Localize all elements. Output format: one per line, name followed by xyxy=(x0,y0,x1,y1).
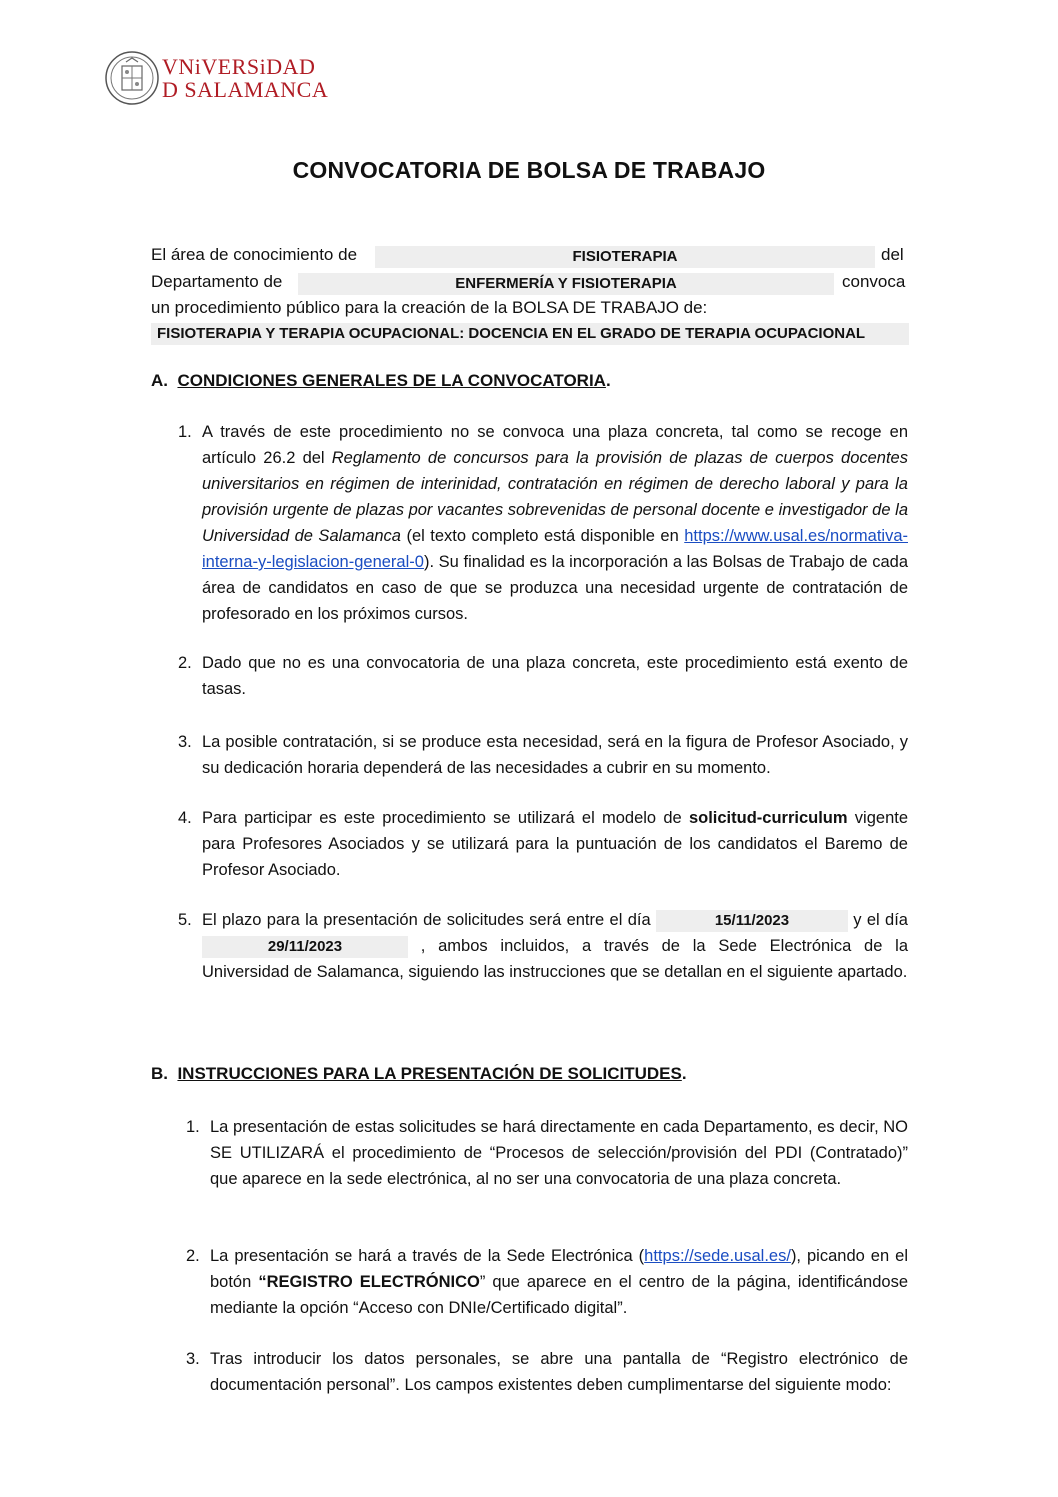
item-text: ). Su finalidad es la incorporación a las Bolsas de Trabajo de cada área de candidatos en caso de que se produzca una necesidad urgente de contratación de profesorado en los próximos cursos. xyxy=(202,553,908,623)
section-a-item-4 xyxy=(178,805,909,883)
item-number: 1. xyxy=(178,423,192,441)
intro-line-1-label: El área de conocimiento de xyxy=(151,245,358,264)
item-text: La posible contratación, si se produce esta necesidad, será en la figura de Profesor Asociado, y su dedicación horaria dependerá de las necesidades a cubrir en su momento. xyxy=(202,733,908,777)
logo-line-1: VNiVERSiDAD xyxy=(162,54,316,79)
solicitud-curriculum-label: solicitud-curriculum xyxy=(688,809,848,827)
department-field: ENFERMERÍA Y FISIOTERAPIA xyxy=(298,273,834,295)
document-title: CONVOCATORIA DE BOLSA DE TRABAJO xyxy=(292,157,766,183)
section-b-heading: B. INSTRUCCIONES PARA LA PRESENTACIÓN DE SOLICITUDES. xyxy=(151,1064,687,1083)
intro-line-1-end: del xyxy=(881,245,904,264)
section-a-item-1 xyxy=(178,419,908,627)
area-field: FISIOTERAPIA xyxy=(375,246,875,268)
item-text: y el día xyxy=(847,911,908,929)
section-b-letter: B. xyxy=(151,1064,168,1083)
item-text: ” que aparece en el centro de la página, identificándose mediante la opción “Acceso con DNIe/Certificado digital”. xyxy=(210,1273,909,1317)
item-text: (el texto completo está disponible en xyxy=(400,527,685,545)
item-text: El plazo para la presentación de solicitudes será entre el día xyxy=(202,911,656,929)
section-a-letter: A. xyxy=(151,371,168,390)
item-text: vigente para Profesores Asociados y se utilizará para la puntuación de los candidatos el Baremo de Profesor Asociado. xyxy=(202,809,909,879)
section-b-item-1 xyxy=(186,1114,908,1192)
bolsa-field: FISIOTERAPIA Y TERAPIA OCUPACIONAL: DOCENCIA EN EL GRADO DE TERAPIA OCUPACIONAL xyxy=(151,323,909,345)
item-number: 2. xyxy=(178,654,192,672)
section-a-item-5 xyxy=(178,907,908,985)
section-a-item-3 xyxy=(178,729,908,781)
item-number: 1. xyxy=(186,1118,200,1136)
item-text: La presentación se hará a través de la Sede Electrónica ( xyxy=(210,1247,645,1265)
item-number: 3. xyxy=(186,1350,200,1368)
section-b-item-2 xyxy=(186,1243,909,1321)
item-text: Para participar es este procedimiento se utilizará el modelo de xyxy=(202,809,689,827)
normativa-link[interactable]: https://www.usal.es/normativa-interna-y-legislacion-general-0 xyxy=(202,527,908,571)
university-logo xyxy=(104,50,329,110)
section-a-heading: A. CONDICIONES GENERALES DE LA CONVOCATORIA. xyxy=(151,371,611,390)
item-text: , ambos incluidos, a través de la Sede Electrónica de la Universidad de Salamanca, siguiendo las instrucciones que se detallan en el siguiente apartado. xyxy=(202,937,908,981)
item-text: La presentación de estas solicitudes se hará directamente en cada Departamento, es decir, NO SE UTILIZARÁ el procedimiento de “Procesos de selección/provisión del PDI (Contratado)” que aparece en la sede electrónica, al no ser una convocatoria de una plaza concreta. xyxy=(210,1118,908,1188)
section-b-title: INSTRUCCIONES PARA LA PRESENTACIÓN DE SOLICITUDES xyxy=(177,1064,682,1083)
regulation-title: Reglamento de concursos para la provisión de plazas de cuerpos docentes universitarios en régimen de interinidad, contratación en régimen de derecho laboral y para la provisión urgente de plazas por vacantes sobrevenidas de personal docente e investigador de la Universidad de Salamanca xyxy=(202,449,908,545)
start-date-field: 15/11/2023 xyxy=(656,910,848,932)
section-b-item-3 xyxy=(186,1346,908,1398)
section-a-item-2 xyxy=(178,650,908,702)
section-a-title: CONDICIONES GENERALES DE LA CONVOCATORIA xyxy=(177,371,606,390)
logo-line-2: D SALAMANCA xyxy=(162,77,329,102)
item-number: 2. xyxy=(186,1247,200,1265)
intro-line-2-label: Departamento de xyxy=(151,272,283,291)
item-number: 4. xyxy=(178,809,192,827)
item-number: 5. xyxy=(178,911,192,929)
item-text: Tras introducir los datos personales, se abre una pantalla de “Registro electrónico de documentación personal”. Los campos existentes deben cumplimentarse del siguiente modo: xyxy=(210,1350,908,1394)
item-number: 3. xyxy=(178,733,192,751)
item-text: Dado que no es una convocatoria de una plaza concreta, este procedimiento está exento de tasas. xyxy=(202,654,908,698)
end-date-field: 29/11/2023 xyxy=(202,936,408,958)
intro-line-2-end: convoca xyxy=(842,272,906,291)
item-text: ), picando en el botón xyxy=(210,1247,908,1291)
sede-link[interactable]: https://sede.usal.es/ xyxy=(644,1247,791,1265)
university-seal-icon xyxy=(104,50,160,106)
intro-line-3: un procedimiento público para la creación de la BOLSA DE TRABAJO de: xyxy=(151,298,708,317)
item-text: A través de este procedimiento no se convoca una plaza concreta, tal como se recoge en artículo 26.2 del xyxy=(202,423,908,467)
registro-electronico-label: “REGISTRO ELECTRÓNICO xyxy=(258,1273,480,1291)
